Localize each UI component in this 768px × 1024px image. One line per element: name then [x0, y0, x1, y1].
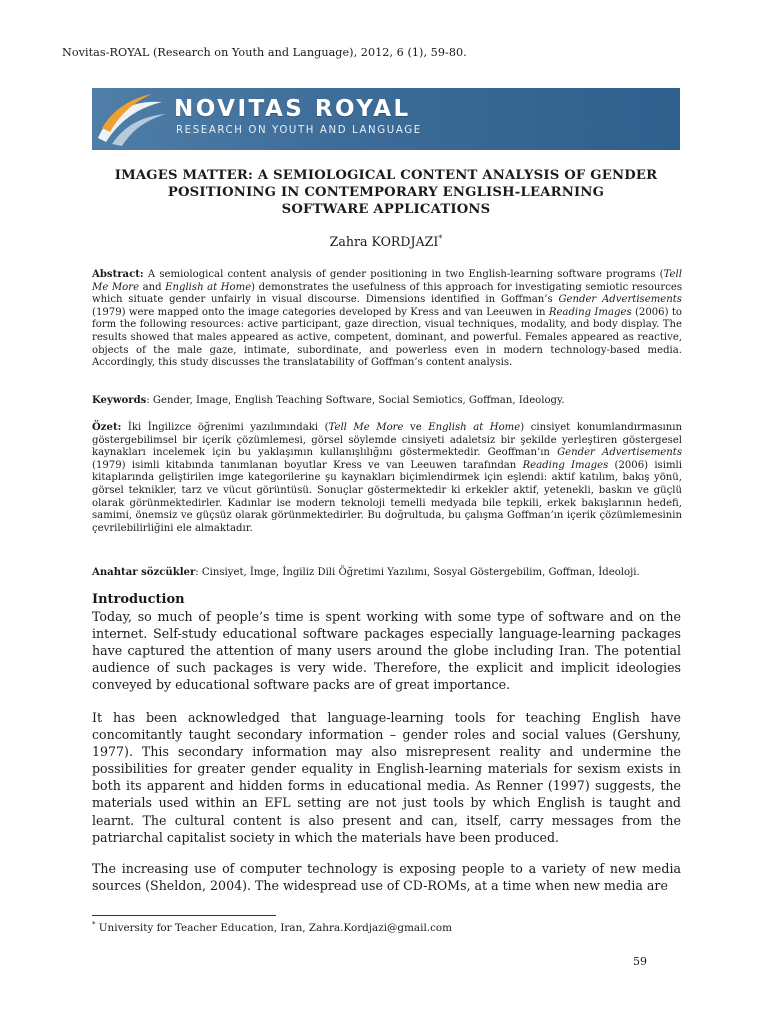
abstract-italic: English at Home — [165, 281, 252, 293]
author-footnote-mark: * — [438, 233, 443, 243]
abstract-label: Abstract: — [92, 269, 144, 280]
footnote — [92, 922, 452, 934]
ozet-italic: English at Home — [428, 422, 521, 433]
keywords-text: : Gender, Image, English Teaching Software, Social Semiotics, Goffman, Ideology. — [146, 395, 565, 406]
abstract-text: (1979) were mapped onto the image categories developed by Kress and van Leeuwen in — [92, 306, 549, 318]
abstract-italic: Reading Images — [548, 306, 632, 318]
ozet-italic: Gender Advertisements — [557, 447, 682, 459]
body-paragraph: The increasing use of computer technology is exposing people to a variety of new media sources (Sheldon, 2004). The widespread use of CD-ROMs, at a time when new media are — [92, 861, 681, 894]
journal-logo-icon — [92, 88, 170, 150]
anahtar-text: : Cinsiyet, İmge, İngiliz Dili Öğretimi Yazılımı, Sosyal Göstergebilim, Goffman, İdeoloji. — [195, 567, 640, 578]
journal-banner — [92, 88, 680, 150]
author-name: Zahra KORDJAZI — [329, 234, 439, 249]
body-paragraph: Today, so much of people’s time is spent working with some type of software and on the internet. Self-study educational software packages especially language-learning packages have captured the attention of many users around the globe including Iran. The potential audience of such packages is very wide. Therefore, the explicit and implicit ideologies conveyed by educational software packs are of great importance. — [92, 609, 681, 693]
abstract-text: and — [139, 281, 166, 293]
keywords — [92, 395, 682, 408]
running-head: Novitas-ROYAL (Research on Youth and Language), 2012, 6 (1), 59-80. — [62, 46, 467, 59]
abstract-text: ) demonstrates the usefulness of this approach for investigating semiotic resources which situate gender unfairly in visual discourse. Dimensions identified in Goffman’s — [92, 281, 683, 306]
ozet-italic: Reading Images — [522, 459, 609, 471]
article-title-line: IMAGES MATTER: A SEMIOLOGICAL CONTENT ANALYSIS OF GENDER — [114, 168, 658, 183]
abstract-italic: Gender Advertisements — [558, 294, 682, 306]
turkish-keywords — [92, 567, 682, 580]
turkish-abstract — [92, 422, 682, 535]
ozet-italic: Tell Me More — [328, 422, 404, 433]
footnote-divider — [92, 915, 276, 916]
article-title — [92, 167, 680, 218]
section-heading: Introduction — [92, 592, 185, 607]
ozet-label: Özet: — [92, 422, 122, 433]
abstract-text: A semiological content analysis of gender positioning in two English-learning software programs ( — [143, 269, 664, 280]
banner-title: NOVITAS ROYAL — [174, 96, 411, 122]
abstract-text: (2006) to form the following resources: active participant, gaze direction, visual techniques, modality, and body display. The results showed that males appeared as active, competent, dominant, and powerful. Females appeared as reactive, objects of the male gaze, intimate, subordinate, and powerless even in modern technology-based media. Accordingly, this study discusses the translatability of Goffman’s content analysis. — [92, 306, 682, 369]
body-paragraph: It has been acknowledged that language-learning tools for teaching English have concomitantly taught secondary information – gender roles and social values (Gershuny, 1977). This secondary information may also misrepresent reality and undermine the possibilities for greater gender equality in English-learning materials for sexism exists in both its apparent and hidden forms in educational media. As Renner (1997) suggests, the materials used within an EFL setting are not just tools by which English is taught and learnt. The cultural content is also present and can, itself, carry messages from the patriarchal capitalist society in which the materials have been produced. — [92, 710, 681, 845]
keywords-label: Keywords — [92, 395, 147, 406]
footnote-mark: * — [92, 920, 96, 929]
anahtar-label: Anahtar sözcükler — [92, 567, 196, 578]
abstract-italic: Tell Me More — [92, 269, 682, 293]
banner-subtitle: RESEARCH ON YOUTH AND LANGUAGE — [176, 125, 422, 136]
ozet-text: (1979) isimli kitabında tanımlanan boyutlar Kress ve van Leeuwen tarafından — [92, 459, 523, 471]
ozet-text: ve — [403, 422, 429, 433]
ozet-text: (2006) isimli kitaplarında geliştirilen imge kategorilerine şu kaynakları biçimlendirmek için eşlendi: aktif katılım, bakış yönü, görsel teknikler, tarz ve vücut görüntüsü. Sonuçlar göstermektedir ki erkekler aktif, yetenekli, baskın ve güçlü olarak görünmektedirler. Kadınlar ise modern teknoloji temelli medyada bile tepkili, erkek bakışlarının hedefi, samimi, önemsiz ve güçsüz olarak görünmektedirler. Bu doğrultuda, bu çalışma Goffman’ın içerik çözümlemesinin çevrilebilirliğini ele almaktadır. — [92, 459, 682, 534]
abstract — [92, 269, 682, 370]
footnote-text: University for Teacher Education, Iran, Zahra.Kordjazi@gmail.com — [95, 922, 453, 934]
ozet-text: İki İngilizce öğrenimi yazılımındaki ( — [121, 422, 329, 433]
page-number: 59 — [633, 955, 647, 968]
ozet-text: ) cinsiyet konumlandırmasının göstergebilimsel bir içerik çözümlemesi, görsel söylemde cinsiyeti adaletsiz bir şekilde yerleştiren göstergesel kaynakları incelemek için bu yaklaşımın kullanışlılığını göstermektedir. Geoffman’ın — [92, 422, 682, 459]
author-line — [92, 234, 680, 249]
article-title-line: POSITIONING IN CONTEMPORARY ENGLISH-LEARNING — [167, 185, 605, 200]
article-title-line: SOFTWARE APPLICATIONS — [281, 202, 491, 217]
